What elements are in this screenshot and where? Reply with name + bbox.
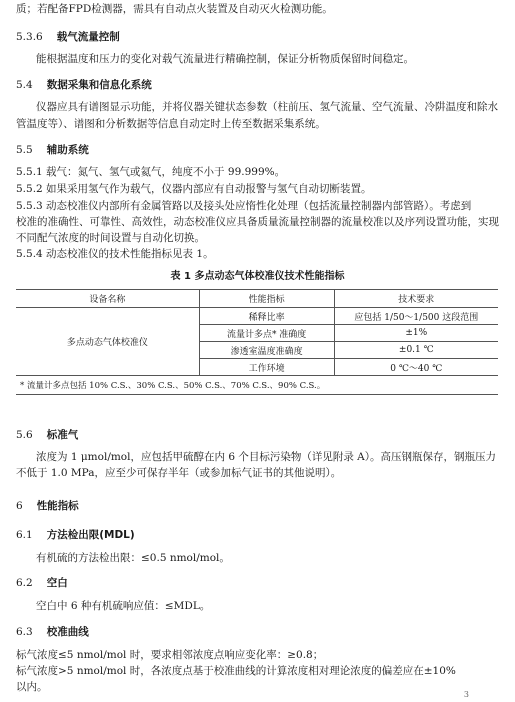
paragraph-line: 仪器应具有谱图显示功能，并将仪器关键状态参数（柱前压、氢气流量、空气流量、冷阱温度和除水: [36, 101, 498, 113]
section-title: 性能指标: [36, 500, 79, 512]
header-cell: 技术要求: [334, 290, 498, 308]
section-number: 5.6: [16, 429, 33, 441]
section-number: 6: [16, 500, 23, 512]
table-caption: 表 1 多点动态气体校准仪技术性能指标: [170, 271, 345, 282]
section-heading-6-1: [16, 528, 135, 542]
section-title: 空白: [46, 577, 68, 589]
section-heading-6-3: [16, 625, 89, 639]
section-title: 方法检出限(MDL): [46, 529, 135, 541]
section-heading-5-6: [16, 428, 78, 442]
paragraph-line: 校准的准确性、可靠性、高效性，动态校准仪应具备质量流量控制器的流量校准以及序列设置功能，实现: [16, 216, 499, 228]
metric-cell: 渗透室温度准确度: [199, 342, 334, 359]
section-title: 标准气: [46, 429, 79, 441]
paragraph-line: 不同配气浓度的时间设置与自动化切换。: [16, 232, 205, 244]
table-header-row: [16, 290, 498, 308]
header-cell: 设备名称: [16, 290, 199, 308]
section-number: 6.2: [16, 577, 33, 589]
section-heading-5-5: [16, 143, 89, 157]
section-title: 数据采集和信息化系统: [46, 79, 152, 91]
metric-cell: 稀释比率: [199, 308, 334, 325]
paragraph-line: 有机硫的方法检出限：≤0.5 nmol/mol。: [36, 552, 230, 564]
section-number: 5.5: [16, 144, 33, 156]
paragraph-line: 管温度等）、谱图和分析数据等信息自动定时上传至数据采集系统。: [16, 118, 326, 130]
table-note-row: [16, 376, 498, 395]
section-title: 校准曲线: [46, 626, 89, 638]
requirement-cell: 应包括 1/50～1/500 这段范围: [334, 308, 498, 325]
paragraph-line: 能根据温度和压力的变化对载气流量进行精确控制，保证分析物质保留时间稳定。: [36, 53, 414, 65]
device-name-cell: 多点动态气体校准仪: [16, 308, 199, 376]
paragraph-line: 空白中 6 种有机硫响应值：≤MDL。: [36, 600, 211, 612]
section-title: 载气流量控制: [56, 31, 120, 43]
section-number: 5.4: [16, 79, 33, 91]
page-number: 3: [463, 690, 469, 699]
section-heading-6: [16, 499, 79, 513]
section-number: 5.3.6: [16, 31, 43, 43]
paragraph-line: 5.5.2 如果采用氢气作为载气，仪器内部应有自动报警与氢气自动切断装置。: [16, 183, 372, 195]
paragraph-line: 5.5.1 载气：氮气、氢气或氦气，纯度不小于 99.999%。: [16, 166, 286, 178]
paragraph-line: 5.5.4 动态校准仪的技术性能指标见表 1。: [16, 248, 214, 260]
section-number: 6.1: [16, 529, 33, 541]
table-note: * 流量计多点包括 10% C.S.、30% C.S.、50% C.S.、70% C.S.、90% C.S.。: [16, 376, 498, 395]
header-cell: 性能指标: [199, 290, 334, 308]
section-number: 6.3: [16, 626, 33, 638]
metric-cell: 流量计多点* 准确度: [199, 325, 334, 342]
requirement-cell: ±0.1 ℃: [334, 342, 498, 359]
paragraph-line: 标气浓度>5 nmol/mol 时，各浓度点基于校准曲线的计算浓度相对理论浓度的偏差应在±10%: [16, 665, 456, 677]
paragraph-line: 浓度为 1 μmol/mol，应包括甲硫醇在内 6 个目标污染物（详见附录 A）。高压钢瓶保存，钢瓶压力: [36, 451, 497, 463]
paragraph-line: 不低于 1.0 MPa，应至少可保存半年（或参加标气证书的其他说明）。: [16, 467, 342, 479]
requirement-cell: 0 ℃～40 ℃: [334, 359, 498, 376]
section-heading-6-2: [16, 576, 68, 590]
section-title: 辅助系统: [46, 144, 89, 156]
requirement-cell: ±1%: [334, 325, 498, 342]
metric-cell: 工作环境: [199, 359, 334, 376]
paragraph-line: 5.5.3 动态校准仪内部所有金属管路以及接头处应惰性化处理（包括流量控制器内部管路）。考虑到: [16, 200, 472, 212]
section-heading-5-4: [16, 78, 152, 92]
paragraph-line: 标气浓度≤5 nmol/mol 时，要求相邻浓度点响应变化率：≥0.8；: [16, 649, 324, 661]
section-heading-5-3-6: [16, 30, 120, 44]
paragraph-line: 以内。: [16, 681, 48, 693]
table-row: [16, 308, 498, 325]
paragraph-line: 质；若配备FPD检测器，需具有自动点火装置及自动灭火检测功能。: [16, 3, 333, 15]
spec-table: [16, 289, 498, 395]
